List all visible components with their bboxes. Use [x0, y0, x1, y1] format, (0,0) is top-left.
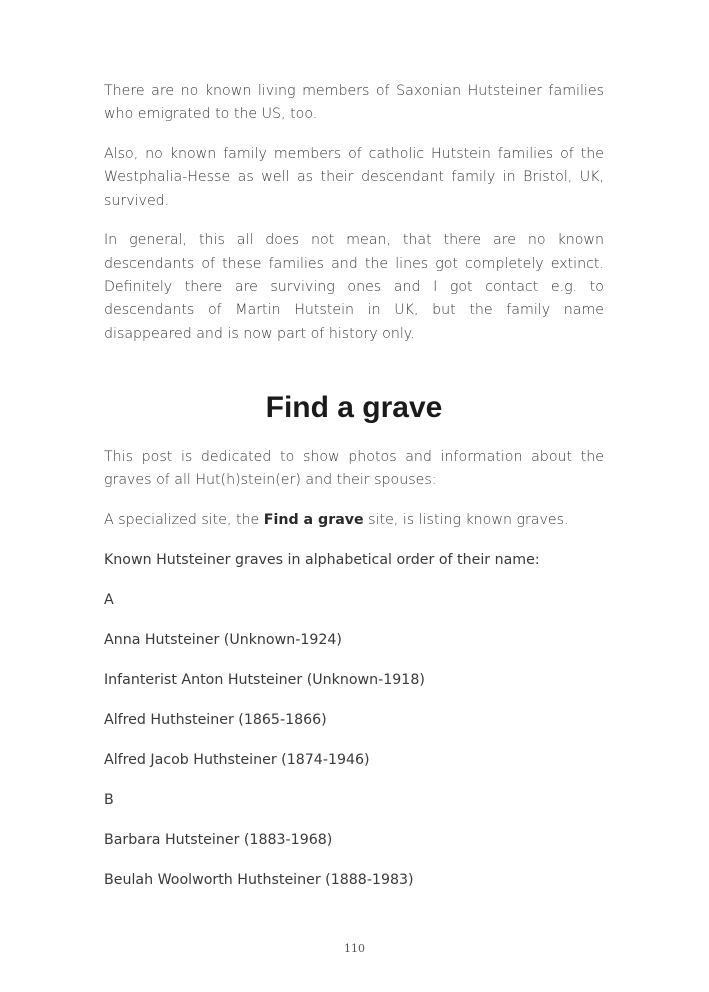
- section-heading: Find a grave: [265, 390, 443, 424]
- find-a-grave-site-name: Find a grave: [263, 512, 364, 529]
- page-content: [104, 80, 604, 909]
- intro-paragraph-2: Also, no known family members of catholic Hutstein families of the Westphalia-Hesse as well as their descendant family in Bristol, UK, survived.: [104, 146, 604, 209]
- grave-entry: Infanterist Anton Hutsteiner (Unknown-1918): [104, 672, 425, 688]
- dedication-paragraph: This post is dedicated to show photos and information about the graves of all Hut(h)stein(er) and their spouses:: [104, 448, 604, 489]
- site-suffix: site, is listing known graves.: [363, 512, 569, 529]
- letter-heading-b: B: [104, 791, 114, 808]
- grave-entry: Beulah Woolworth Huthsteiner (1888-1983): [104, 871, 414, 888]
- grave-entry: Alfred Jacob Huthsteiner (1874-1946): [104, 751, 370, 768]
- site-prefix: A specialized site, the: [104, 512, 264, 529]
- page-number: 110: [344, 942, 365, 955]
- grave-entry: Alfred Huthsteiner (1865-1866): [104, 711, 327, 728]
- grave-entry: Barbara Hutsteiner (1883-1968): [104, 831, 333, 848]
- intro-paragraph-3: In general, this all does not mean, that there are no known descendants of these families and the lines got completely extinct. Definitely there are surviving ones and I got contact e.g. to descendants of Martin Hutstein in UK, but the family name disappeared and is now part of history only.: [104, 232, 604, 342]
- grave-entry: Anna Hutsteiner (Unknown-1924): [104, 632, 342, 649]
- list-intro: Known Hutsteiner graves in alphabetical order of their name:: [104, 552, 540, 569]
- intro-paragraph-1: There are no known living members of Saxonian Hutsteiner families who emigrated to the US, too.: [104, 83, 604, 123]
- site-paragraph: [104, 509, 604, 532]
- letter-heading-a: A: [104, 592, 114, 609]
